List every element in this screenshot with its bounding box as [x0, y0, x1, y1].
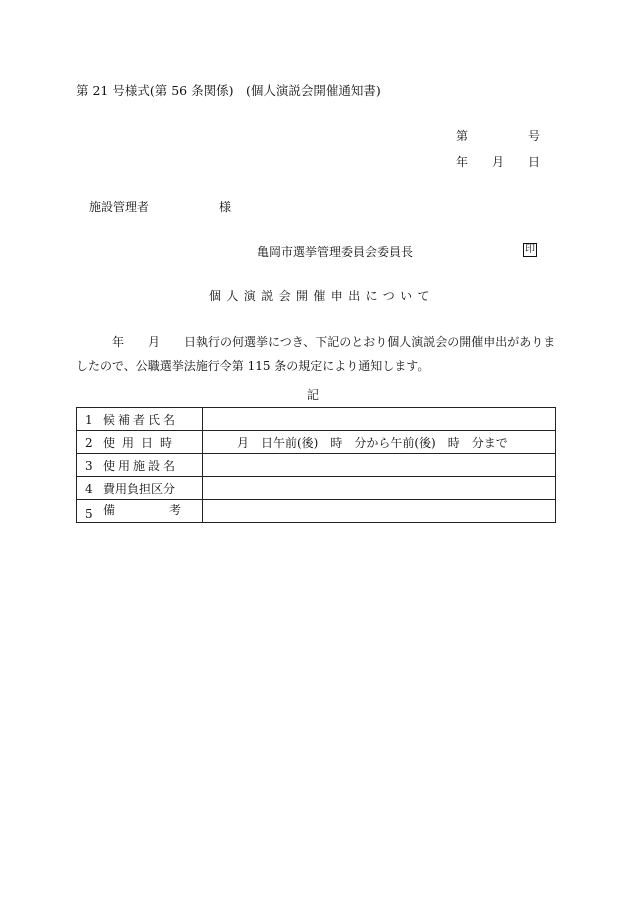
- date-day-label: 日: [528, 155, 541, 169]
- row-label: 費用負担区分: [103, 481, 176, 496]
- subject-title: 個人演説会開催申出について: [209, 289, 435, 303]
- detail-table: [76, 407, 556, 523]
- table-row: [77, 454, 556, 477]
- date-month-label: 月: [492, 155, 505, 169]
- row-number: 3: [85, 458, 93, 473]
- table-row: [77, 500, 556, 523]
- body-text-line-2: したので、公職選挙法施行令第 115 条の規定により通知します。: [76, 359, 430, 373]
- row-number: 2: [85, 435, 93, 450]
- facility-name-field[interactable]: [203, 454, 556, 477]
- row-number: 1: [85, 412, 93, 427]
- row-label-cell: [77, 500, 203, 523]
- document-number-suffix: 号: [528, 129, 541, 143]
- cost-burden-field[interactable]: [203, 477, 556, 500]
- row-label-cell: [77, 431, 203, 454]
- row-label-left: 備: [103, 503, 116, 517]
- seal-mark: 印: [525, 244, 535, 255]
- date-year-label: 年: [456, 155, 469, 169]
- table-row: [77, 477, 556, 500]
- table-row: [77, 408, 556, 431]
- ki-heading: 記: [307, 388, 320, 402]
- document-number-label: 第: [456, 129, 469, 143]
- form-title: 第 21 号様式(第 56 条関係) (個人演説会開催通知書): [76, 83, 381, 98]
- addressee-honorific: 様: [219, 200, 232, 214]
- row-number: 5: [85, 507, 93, 521]
- row-number: 4: [85, 481, 93, 496]
- addressee: 施設管理者: [89, 200, 150, 214]
- body-text-line-1: 年 月 日執行の何選挙につき、下記のとおり個人演説会の開催申出がありま: [112, 335, 556, 349]
- sender: 亀岡市選挙管理委員会委員長: [257, 245, 414, 259]
- row-label-cell: [77, 454, 203, 477]
- row-label-cell: [77, 408, 203, 431]
- row-label: [103, 501, 181, 518]
- row-label-cell: [77, 477, 203, 500]
- row-label: 使用施設名: [103, 458, 179, 473]
- table-row: [77, 431, 556, 454]
- candidate-name-field[interactable]: [203, 408, 556, 431]
- row-label-right: 考: [168, 503, 181, 517]
- usage-datetime-field[interactable]: 月 日午前(後) 時 分から午前(後) 時 分まで: [203, 431, 556, 454]
- row-label: 使用日時: [103, 435, 180, 450]
- remarks-field[interactable]: [203, 500, 556, 523]
- row-label: 候補者氏名: [103, 412, 179, 427]
